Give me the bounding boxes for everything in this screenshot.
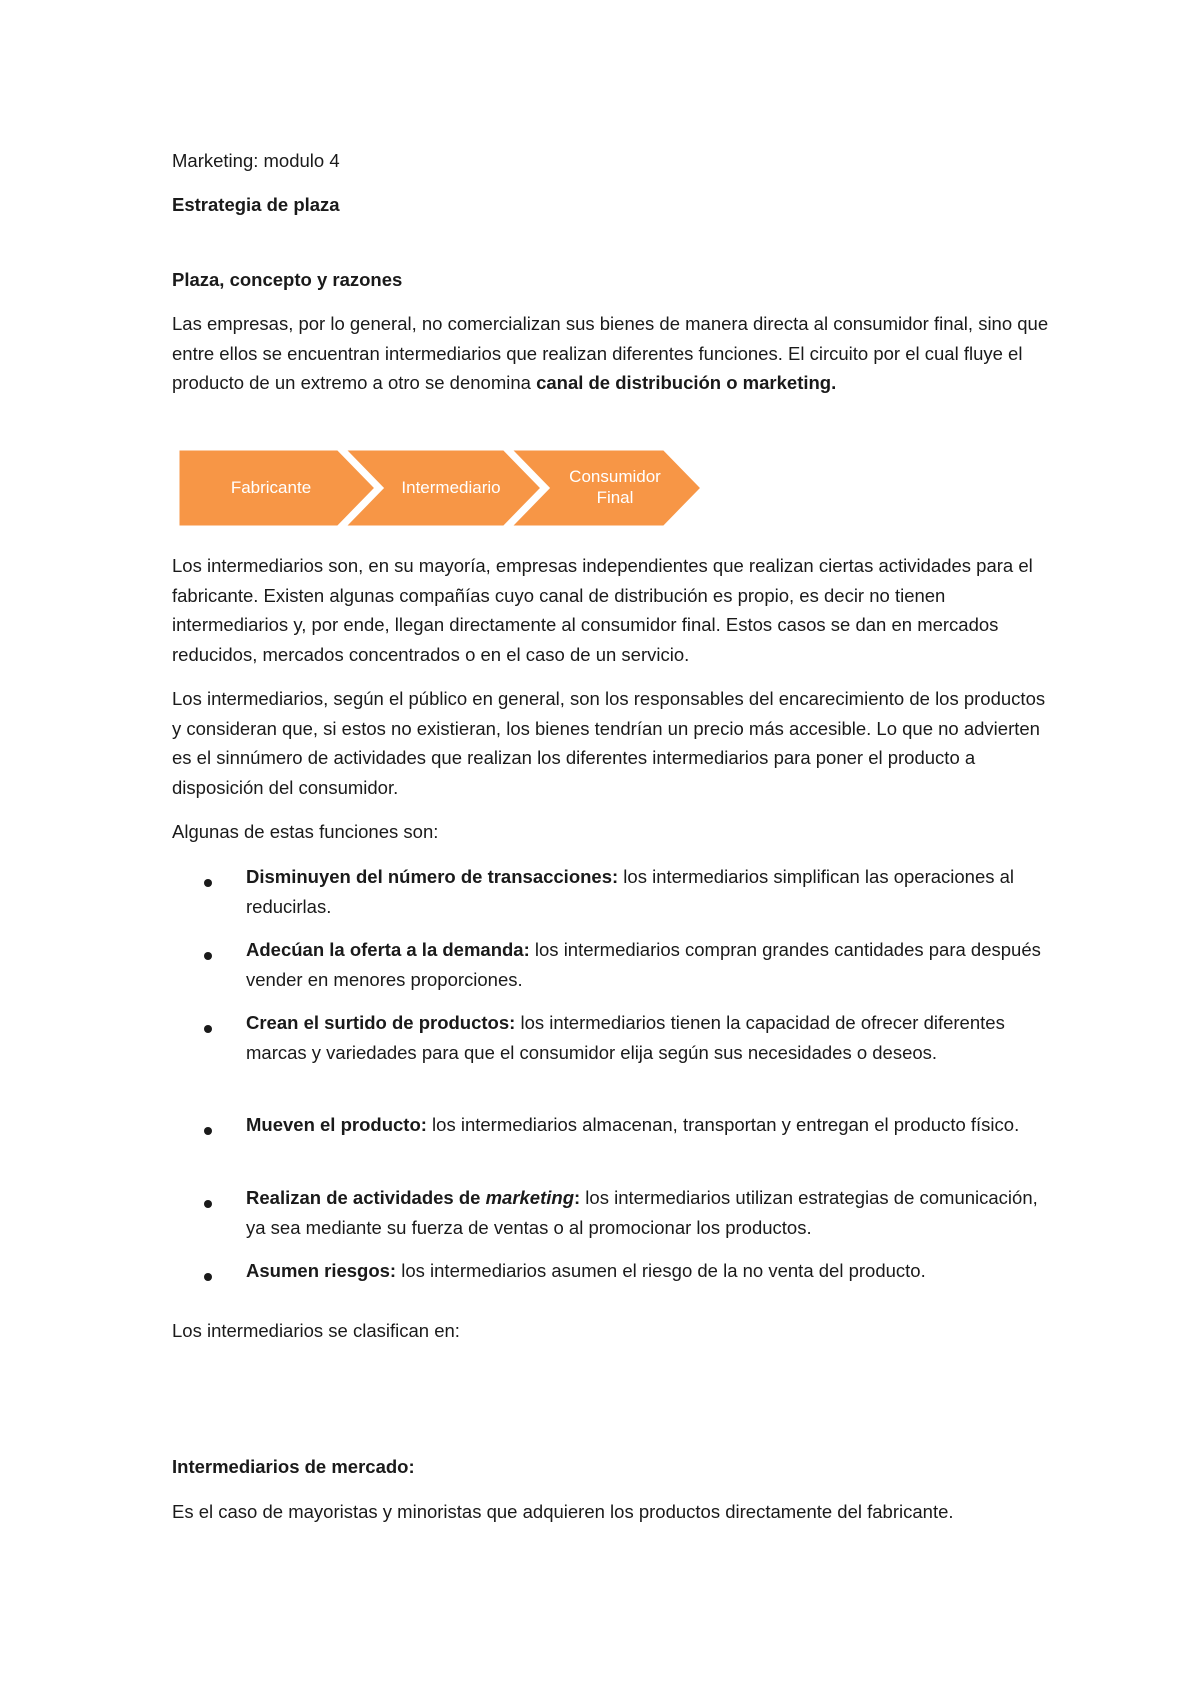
market-text: Es el caso de mayoristas y minoristas que adquieren los productos directamente del fabricante. <box>172 1501 954 1522</box>
bullet-icon <box>204 952 212 960</box>
list-item: Realizan de actividades de marketing: los intermediarios utilizan estrategias de comunicación, ya sea mediante su fuerza de ventas o al promocionar los productos. <box>246 1187 1038 1238</box>
bullet-icon <box>204 1025 212 1033</box>
intro-bold-term: canal de distribución o marketing. <box>536 372 837 393</box>
section-heading: Plaza, concepto y razones <box>172 269 403 290</box>
list-item: Mueven el producto: los intermediarios almacenan, transportan y entregan el producto físico. <box>246 1114 1020 1135</box>
bullet-icon <box>204 1273 212 1281</box>
step-label-fabricante: Fabricante <box>230 478 312 497</box>
distribution-channel-diagram <box>178 449 702 527</box>
market-heading: Intermediarios de mercado: <box>172 1456 415 1477</box>
classify-text: Los intermediarios se clasifican en: <box>172 1320 460 1341</box>
step-label-consumidor: Consumidor Final <box>569 467 661 507</box>
step-label-intermediario: Intermediario <box>401 478 501 497</box>
bullet-icon <box>204 1127 212 1135</box>
bullet-icon <box>204 879 212 887</box>
list-item: Adecúan la oferta a la demanda: los intermediarios compran grandes cantidades para después vender en menores proporciones. <box>246 939 1041 990</box>
list-item: Asumen riesgos: los intermediarios asumen el riesgo de la no venta del producto. <box>246 1260 926 1281</box>
list-item: Disminuyen del número de transacciones: los intermediarios simplifican las operaciones al reducirlas. <box>246 866 1015 917</box>
intro-paragraph <box>172 309 1052 398</box>
paragraph-independientes: Los intermediarios son, en su mayoría, empresas independientes que realizan ciertas actividades para el fabricante. Existen algunas compañías cuyo canal de distribución es propio, es decir no tienen intermediarios y, por ende, llegan directamente al consumidor final. Estos casos se dan en mercados reducidos, mercados concentrados o en el caso de un servicio. <box>172 555 1033 665</box>
bullet-icon <box>204 1200 212 1208</box>
list-item: Crean el surtido de productos: los intermediarios tienen la capacidad de ofrecer diferentes marcas y variedades para que el consumidor elija según sus necesidades o deseos. <box>246 1012 1005 1063</box>
document-title: Estrategia de plaza <box>172 194 340 215</box>
paragraph-funciones-intro: Algunas de estas funciones son: <box>172 821 439 842</box>
paragraph-encarecimiento: Los intermediarios, según el público en general, son los responsables del encarecimiento de los productos y consideran que, si estos no existieran, los bienes tendrían un precio más accesible. Lo que no advierten es el sinnúmero de actividades que realizan los diferentes intermediarios para poner el producto a disposición del consumidor. <box>172 688 1046 798</box>
course-label: Marketing: modulo 4 <box>172 150 340 171</box>
intro-text: Las empresas, por lo general, no comercializan sus bienes de manera directa al consumidor final, sino que entre ellos se encuentran intermediarios que realizan diferentes funciones. El circuito por el cual fluye el producto de un extremo a otro se denomina <box>172 313 1049 393</box>
